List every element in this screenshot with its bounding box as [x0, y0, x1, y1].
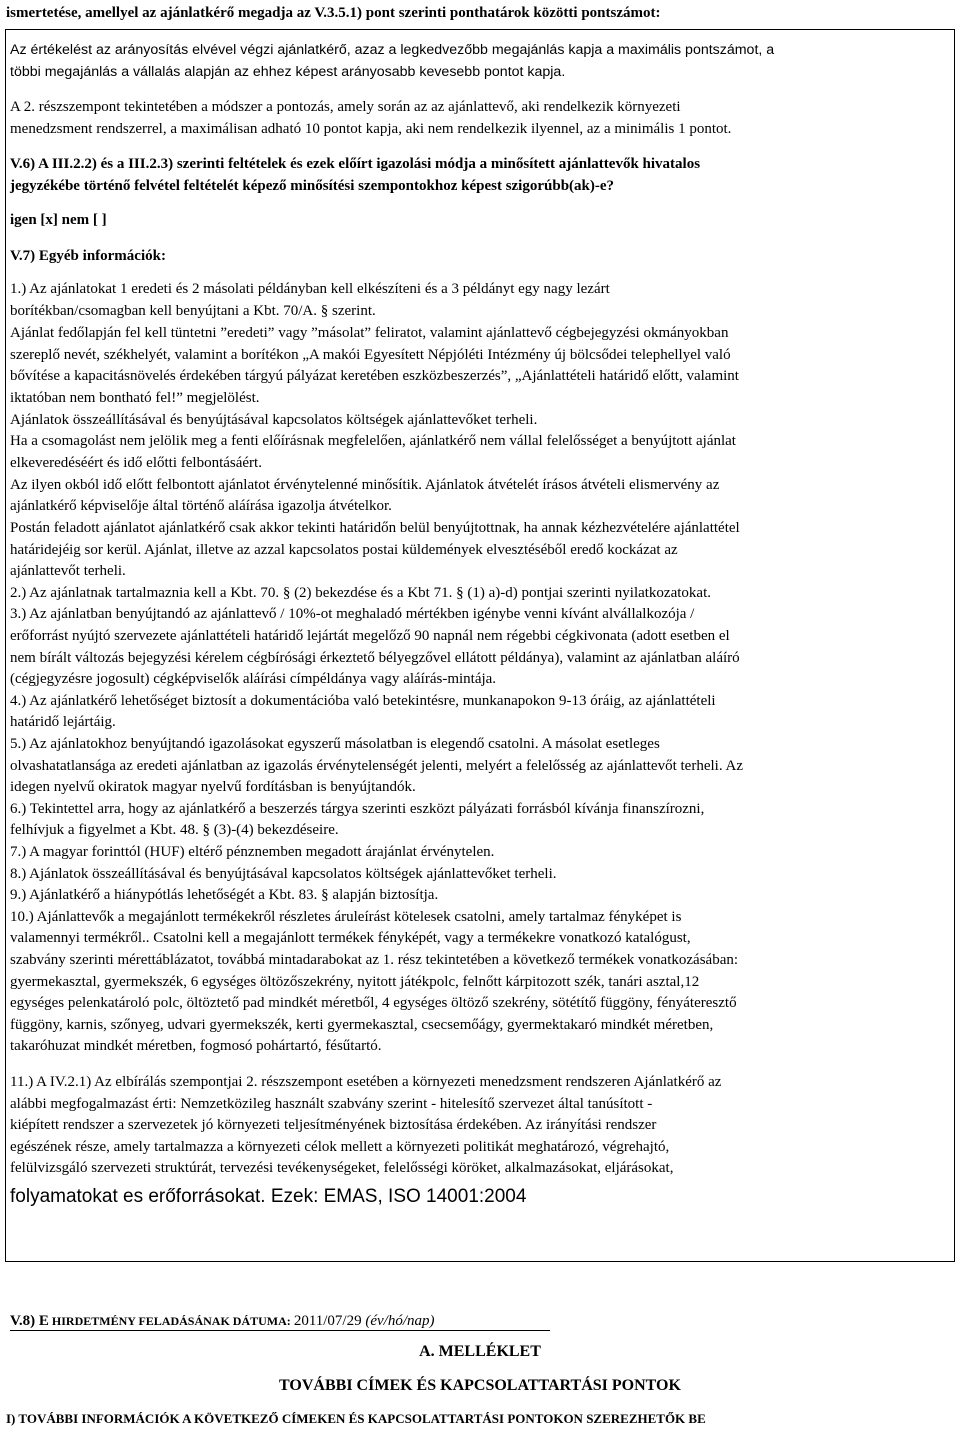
section-heading-continuation: ismertetése, amellyel az ajánlatkérő megadja az V.3.5.1) pont szerinti ponthatárok közötti pontszámot: — [6, 5, 661, 21]
subcriterion-paragraph-line: menedzsment rendszerrel, a maximálisan adható 10 pontot kapja, aki nem rendelkezik ilyennel, az a minimális 1 pontot. — [10, 121, 732, 137]
v8-publication-date — [10, 1312, 434, 1330]
v6-question-line: jegyzékébe történő felvétel feltételét képező minősítési szempontokhoz képest szigorúbb(ak)-e? — [10, 178, 615, 194]
box-border-top — [5, 29, 955, 30]
info-line: Az ilyen okból idő előtt felbontott ajánlatot érvénytelenné minősítik. Ajánlatok átvételét írásos átvételi elismervény az — [10, 477, 720, 493]
box-border-left — [5, 29, 6, 1262]
item11-line: 11.) A IV.2.1) Az elbírálás szempontjai 2. részszempont esetében a környezeti menedzsment rendszeren Ajánlatkérő az — [10, 1074, 722, 1090]
info-line: takaróhuzat mindkét méretben, fogmosó pohártartó, fésűtartó. — [10, 1038, 382, 1054]
info-line: 7.) A magyar forinttól (HUF) eltérő pénznemben megadott árajánlat érvénytelen. — [10, 844, 495, 860]
info-line: Postán feladott ajánlatot ajánlatkérő csak akkor tekinti határidőn belül benyújtottnak, ha annak kézhezvételére ajánlattétel — [10, 520, 740, 536]
info-line: elkeveredéséért és idő előtti felbontásáért. — [10, 455, 262, 471]
info-line: felhívjuk a figyelmet a Kbt. 48. § (3)-(4) bekezdéseire. — [10, 822, 339, 838]
info-line: Ajánlat fedőlapján fel kell tüntetni ”eredeti” vagy ”másolat” feliratot, valamint ajánlattevő cégbejegyzési okmányokban — [10, 325, 729, 341]
info-line: ajánlattevőt terheli. — [10, 563, 126, 579]
info-line: 6.) Tekintettel arra, hogy az ajánlatkérő a beszerzés tárgya szerinti eszközt pályázati forrásból kívánja finanszírozni, — [10, 801, 705, 817]
item11-line: felülvizsgáló szervezeti struktúrát, tervezési tevékenységeket, felelősségi köröket, alkalmazásokat, eljárásokat, — [10, 1160, 674, 1176]
item11-line: alábbi megfogalmazást érti: Nemzetközileg használt szabvány szerint - hitelesítő szervezet által tanúsított - — [10, 1096, 653, 1112]
annex-title: A. MELLÉKLET — [419, 1343, 541, 1360]
info-line: erőforrást nyújtó szervezete ajánlattételi határidő lejártát megelőző 90 napnál nem régebbi cégkivonata (adott esetben el — [10, 628, 730, 644]
info-line: iktatóban nem bontható fel!” megjelölést. — [10, 390, 260, 406]
info-line: Ajánlatok összeállításával és benyújtásával kapcsolatos költségek ajánlattevőket terheli. — [10, 412, 538, 428]
v8-date: 2011/07/29 — [293, 1313, 362, 1329]
evaluation-paragraph-line: Az értékelést az arányosítás elvével végzi ajánlatkérő, azaz a legkedvezőbb megajánlás kapja a maximális pontszámot, a — [10, 42, 775, 58]
info-line: határidejéig sor kerül. Ajánlat, illetve az azzal kapcsolatos postai küldemények elvesztéséből eredő kockázat az — [10, 542, 678, 558]
info-line: 5.) Az ajánlatokhoz benyújtandó igazolásokat egyszerű másolatban is elegendő csatolni. A másolat esetleges — [10, 736, 660, 752]
item11-line: kiépített rendszer a szervezetek jó környezeti teljesítményének biztosítása érdekében. Az irányítási rendszer — [10, 1117, 657, 1133]
annex-subtitle: TOVÁBBI CÍMEK ÉS KAPCSOLATTARTÁSI PONTOK — [279, 1377, 681, 1394]
item11-line: egészének része, amely tartalmazza a környezeti célok mellett a környezeti politikát meghatározó, végrehajtó, — [10, 1139, 670, 1155]
info-line: 1.) Az ajánlatokat 1 eredeti és 2 másolati példányban kell elkészíteni és a 3 példányt egy nagy lezárt — [10, 281, 610, 297]
v8-date-format: (év/hó/nap) — [361, 1313, 435, 1329]
info-line: 8.) Ajánlatok összeállításával és benyújtásával kapcsolatos költségek ajánlattevőket terheli. — [10, 866, 557, 882]
info-line: szabvány szerinti mérettáblázatot, továbbá mintadarabokat az 1. rész tekintetében a következő termékek vonatkozásában: — [10, 952, 739, 968]
v8-underline — [10, 1330, 550, 1331]
info-line: (cégjegyzésre jogosult) cégképviselők aláírási címpéldánya vagy aláírás-mintája. — [10, 671, 497, 687]
info-line: 3.) Az ajánlatban benyújtandó az ajánlattevő / 10%-ot meghaladó mértékben igénybe venni kívánt alvállalkozója / — [10, 606, 695, 622]
info-line: határidő lejártáig. — [10, 714, 116, 730]
box-border-bottom — [5, 1261, 955, 1262]
evaluation-paragraph-line: többi megajánlás a vállalás alapján az ehhez képest arányosabb kevesebb pontot kapja. — [10, 64, 566, 80]
info-line: nem bírált változás bejegyzési kérelem cégbírósági érkeztető bélyegzővel ellátott példánya), valamint az ajánlatban aláíró — [10, 650, 740, 666]
v8-label: HIRDETMÉNY FELADÁSÁNAK DÁTUMA: — [48, 1314, 294, 1328]
info-line: valamennyi termékről.. Csatolni kell a megajánlott termékek fényképét, vagy a termékekre vonatkozó katalógust, — [10, 930, 691, 946]
v6-answer: igen [x] nem [ ] — [10, 212, 107, 228]
info-line: szereplő nevét, székhelyét, valamint a borítékon „A makói Egyesített Népjóléti Intézmény új bölcsődei telephellyel való — [10, 347, 731, 363]
info-line: gyermekasztal, gyermekszék, 6 egységes öltözőszekrény, nyitott játékpolc, felnőtt kárpitozott szék, tanári asztal,12 — [10, 974, 700, 990]
info-line: 9.) Ajánlatkérő a hiánypótlás lehetőségét a Kbt. 83. § alapján biztosítja. — [10, 887, 439, 903]
info-line: 10.) Ajánlattevők a megajánlott termékekről részletes áruleírást kötelesek csatolni, amely tartalmaz fényképet is — [10, 909, 682, 925]
info-line: bővítése a kapacitásnövelés érdekében tárgyú pályázat keretében eszközbeszerzés”, „Ajánlattételi határidő előtt, valamint — [10, 368, 739, 384]
v6-question-line: V.6) A III.2.2) és a III.2.3) szerinti feltételek és ezek előírt igazolási módja a minősített ajánlattevők hivatalos — [10, 156, 701, 172]
v7-heading: V.7) Egyéb információk: — [10, 248, 166, 264]
box-border-right — [954, 29, 955, 1262]
info-line: függöny, karnis, szőnyeg, udvari gyermekszék, kerti gyermekasztal, csecsemőágy, gyermektakaró mindkét méretben, — [10, 1017, 714, 1033]
info-line: idegen nyelvű okiratok magyar nyelvű fordításban is benyújtandók. — [10, 779, 416, 795]
v8-prefix: V.8) E — [10, 1313, 49, 1329]
info-line: olvashatatlansága az eredeti ajánlatban az igazolás érvénytelenségét jelenti, melyért a felelősség az ajánlattevőt terheli. Az — [10, 758, 743, 774]
info-line: borítékban/csomagban kell benyújtani a Kbt. 70/A. § szerint. — [10, 303, 376, 319]
info-line: 2.) Az ajánlatnak tartalmaznia kell a Kbt. 70. § (2) bekezdése és a Kbt 71. § (1) a)-d) pontjai szerinti nyilatkozatokat. — [10, 585, 711, 601]
annex-section-heading: I) TOVÁBBI INFORMÁCIÓK A KÖVETKEZŐ CÍMEKEN ÉS KAPCSOLATTARTÁSI PONTOKON SZEREZHETŐK BE — [6, 1411, 706, 1426]
info-line: egységes pelenkatároló polc, öltöztető pad mindkét méretből, 4 egységes öltöző szekrény, sötétítő függöny, fényáteresztő — [10, 995, 737, 1011]
info-line: 4.) Az ajánlatkérő lehetőséget biztosít a dokumentációba való betekintésre, munkanapokon 9-13 óráig, az ajánlattételi — [10, 693, 716, 709]
info-line: ajánlatkérő képviselője által történő aláírása igazolja átvételkor. — [10, 498, 392, 514]
subcriterion-paragraph-line: A 2. részszempont tekintetében a módszer a pontozás, amely során az az ajánlattevő, aki rendelkezik környezeti — [10, 99, 681, 115]
item11-last-line: folyamatokat es erőforrásokat. Ezek: EMAS, ISO 14001:2004 — [10, 1186, 527, 1207]
info-line: Ha a csomagolást nem jelölik meg a fenti előírásnak megfelelően, ajánlatkérő nem vállal felelősséget a benyújtott ajánlat — [10, 433, 736, 449]
